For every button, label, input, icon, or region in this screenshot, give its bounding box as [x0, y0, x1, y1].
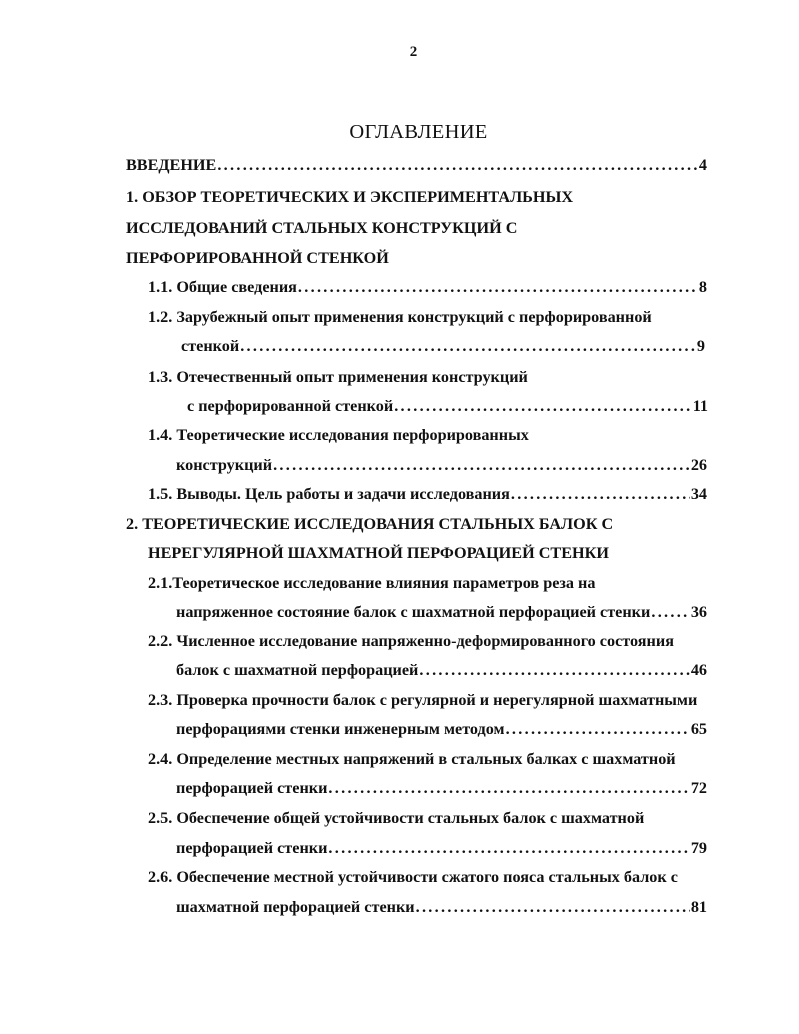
toc-entry-2-3: [176, 719, 707, 739]
leader-dots: [416, 897, 690, 917]
toc-entry-2-4: [176, 778, 707, 798]
chapter-2-heading-line-2: НЕРЕГУЛЯРНОЙ ШАХМАТНОЙ ПЕРФОРАЦИЕЙ СТЕНКИ: [148, 544, 609, 562]
toc-entry-2-6-line-1: 2.6. Обеспечение местной устойчивости сжатого пояса стальных балок с: [148, 868, 678, 886]
toc-entry-text: шахматной перфорацией стенки: [176, 898, 415, 916]
toc-entry-text: перфорацией стенки: [176, 839, 328, 857]
toc-entry-1-5: [148, 484, 707, 504]
toc-entry-2-5: [176, 838, 707, 858]
toc-entry-text: конструкций: [176, 456, 273, 474]
leader-dots: [298, 277, 698, 297]
toc-entry-text: перфорацией стенки: [176, 779, 328, 797]
toc-entry-2-5-line-1: 2.5. Обеспечение общей устойчивости стальных балок с шахматной: [148, 809, 645, 827]
toc-entry-text: 1.5. Выводы. Цель работы и задачи исследования: [148, 485, 510, 503]
leader-dots: [394, 396, 692, 416]
leader-dots: [328, 838, 689, 858]
toc-entry-2-1-line-1: 2.1.Теоретическое исследование влияния параметров реза на: [148, 574, 596, 592]
toc-entry-1-3: [187, 396, 708, 416]
chapter-1-heading-line-3: ПЕРФОРИРОВАННОЙ СТЕНКОЙ: [126, 249, 389, 267]
toc-entry-1-2: [181, 336, 705, 356]
toc-entry-2-4-line-1: 2.4. Определение местных напряжений в стальных балках с шахматной: [148, 750, 676, 768]
page-number: 2: [409, 44, 418, 60]
chapter-1-heading-line-2: ИССЛЕДОВАНИЙ СТАЛЬНЫХ КОНСТРУКЦИЙ С: [126, 219, 518, 237]
toc-page-number: 11: [692, 397, 708, 415]
toc-entry-text: напряженное состояние балок с шахматной перфорацией стенки: [176, 603, 651, 621]
toc-page-number: 4: [698, 156, 707, 174]
toc-entry-text: стенкой: [181, 337, 240, 355]
leader-dots: [217, 155, 698, 175]
toc-page-number: 34: [690, 485, 707, 503]
toc-page-number: 46: [690, 661, 707, 679]
chapter-2-heading-line-1: 2. ТЕОРЕТИЧЕСКИЕ ИССЛЕДОВАНИЯ СТАЛЬНЫХ БАЛОК С: [126, 515, 614, 533]
toc-entry-text: ВВЕДЕНИЕ: [126, 156, 217, 174]
toc-entry-2-2: [176, 660, 707, 680]
toc-entry-intro: [126, 155, 707, 175]
toc-entry-1-3-line-1: 1.3. Отечественный опыт применения конструкций: [148, 368, 528, 386]
chapter-1-heading-line-1: 1. ОБЗОР ТЕОРЕТИЧЕСКИХ И ЭКСПЕРИМЕНТАЛЬНЫХ: [126, 188, 574, 206]
toc-entry-text: 1.1. Общие сведения: [148, 278, 297, 296]
toc-entry-1-4: [176, 455, 707, 475]
toc-page-number: 65: [690, 720, 707, 738]
leader-dots: [651, 602, 689, 622]
toc-entry-1-2-line-1: 1.2. Зарубежный опыт применения конструкций с перфорированной: [148, 308, 652, 326]
leader-dots: [240, 336, 696, 356]
leader-dots: [511, 484, 690, 504]
toc-entry-2-2-line-1: 2.2. Численное исследование напряженно-деформированного состояния: [148, 632, 674, 650]
toc-title: ОГЛАВЛЕНИЕ: [349, 121, 488, 143]
toc-page-number: 81: [690, 898, 707, 916]
leader-dots: [328, 778, 689, 798]
toc-entry-1-1: [148, 277, 707, 297]
toc-page-number: 72: [690, 779, 707, 797]
leader-dots: [273, 455, 690, 475]
toc-page-number: 9: [696, 337, 705, 355]
toc-page-number: 8: [698, 278, 707, 296]
toc-entry-2-1: [176, 602, 707, 622]
toc-entry-2-6: [176, 897, 707, 917]
leader-dots: [419, 660, 689, 680]
toc-entry-2-3-line-1: 2.3. Проверка прочности балок с регулярной и нерегулярной шахматными: [148, 691, 698, 709]
toc-page-number: 36: [690, 603, 707, 621]
toc-entry-text: с перфорированной стенкой: [187, 397, 394, 415]
toc-page-number: 26: [690, 456, 707, 474]
toc-entry-1-4-line-1: 1.4. Теоретические исследования перфорированных: [148, 426, 529, 444]
toc-entry-text: перфорациями стенки инженерным методом: [176, 720, 505, 738]
toc-entry-text: балок с шахматной перфорацией: [176, 661, 419, 679]
toc-page-number: 79: [690, 839, 707, 857]
leader-dots: [506, 719, 690, 739]
